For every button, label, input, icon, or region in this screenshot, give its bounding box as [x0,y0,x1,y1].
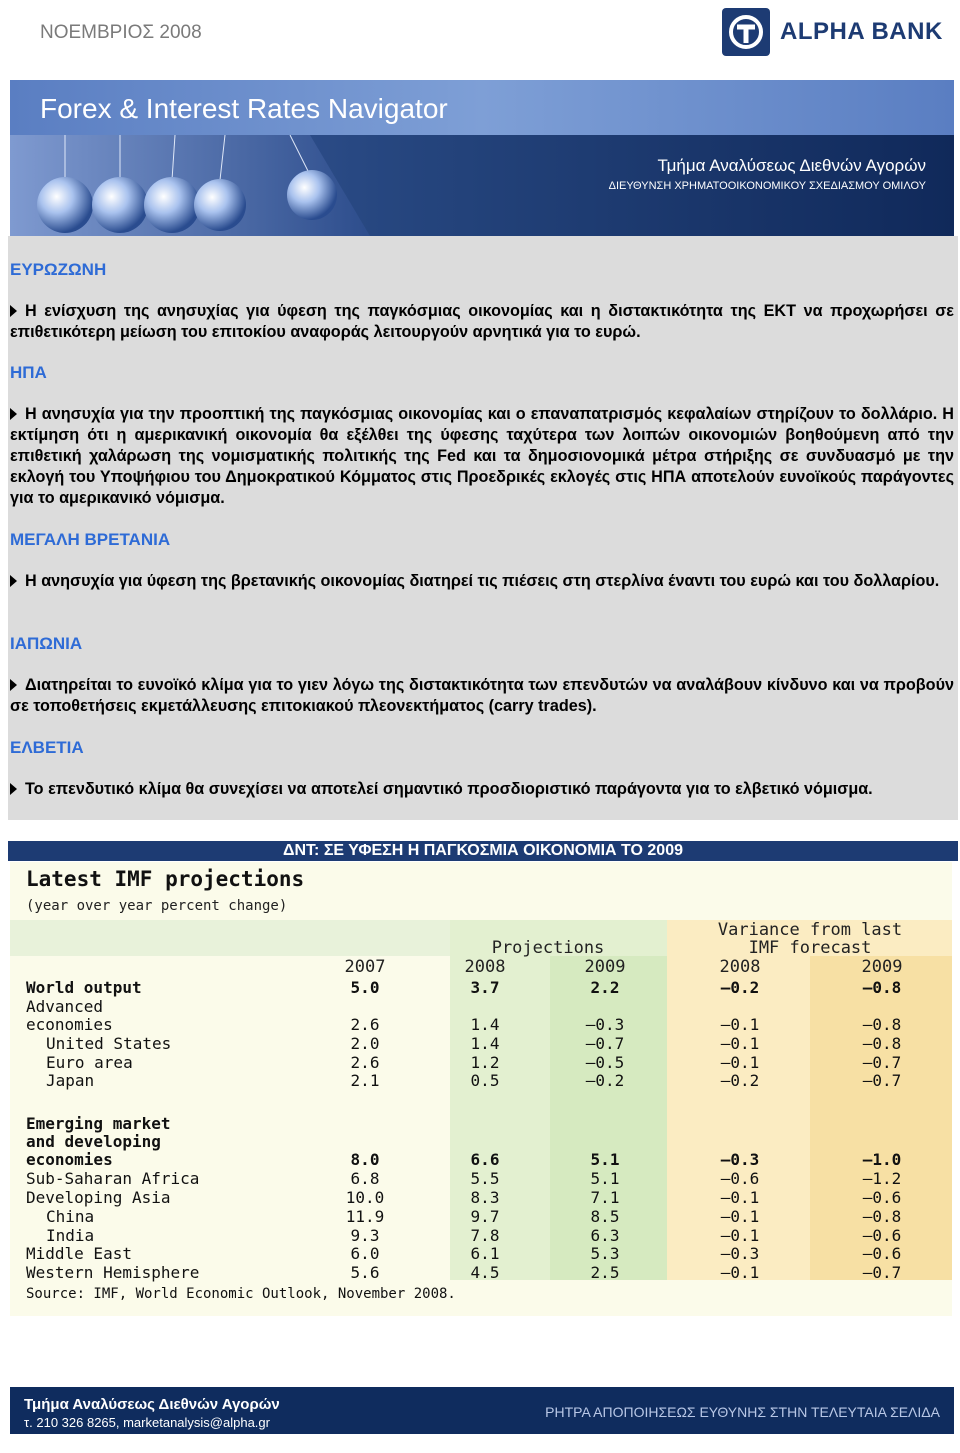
table-value: –0.2 [720,1071,760,1090]
report-banner [10,80,954,236]
report-date: ΝΟΕΜΒΡΙΟΣ 2008 [40,22,202,43]
table-value: –0.6 [720,1169,760,1188]
section-text-switzerland: Το επενδυτικό κλίμα θα συνεχίσει να αποτελεί σημαντικό προσδιοριστικό παράγοντα για το ελβετικό νόμισμα. [10,779,954,800]
row-label: United States [46,1034,172,1053]
table-value: –0.6 [862,1226,902,1245]
table-value: 5.5 [470,1169,500,1188]
section-text-usa: Η ανησυχία για την προοπτική της παγκόσμιας οικονομίας και ο επαναπατρισμός κεφαλαίων στηρίζουν το δολλάριο. Η εκτίμηση ότι η αμερικανική οικονομία θα εξέλθει της ύφεσης ταχύτερα των λοιπών οικονομιών βοηθούμενη από την επιθετική χαλάρωση της νομισματικής πολιτικής της Fed και τα δημοσιονομικά μέτρα στήριξης σε συνδυασμό με την εκλογή του Υποψήφιου του Δημοκρατικού Κόμματος στις Προεδρικές εκλογές στις ΗΠΑ αποτελούν ευνοϊκούς παράγοντες για το αμερικανικό νόμισμα. [10,405,954,507]
table-value: –0.8 [862,978,902,997]
table-value: 10.0 [345,1188,385,1207]
table-value: 6.6 [470,1150,500,1169]
table-value: 6.0 [350,1244,380,1263]
table-value: 5.1 [590,1150,620,1169]
table-value: –0.1 [720,1188,760,1207]
table-value: –0.6 [862,1188,902,1207]
column-header: 2009 [861,957,903,977]
projections-label: Projections [491,938,605,958]
column-header: 2007 [344,957,386,977]
row-label: Advanced [26,997,104,1016]
row-label: Emerging market [26,1114,171,1133]
table-value: –1.0 [862,1150,902,1169]
section-heading-eurozone: ΕΥΡΩΖΩΝΗ [10,260,107,279]
row-label: China [46,1207,95,1226]
table-value: 11.9 [345,1207,385,1226]
table-value: –0.3 [585,1015,625,1034]
table-value: –0.6 [862,1244,902,1263]
table-value: –0.1 [720,1207,760,1226]
table-value: 7.1 [590,1188,620,1207]
report-title: Forex & Interest Rates Navigator [40,93,448,124]
table-value: 1.2 [470,1053,500,1072]
table-value: 5.6 [350,1263,380,1282]
row-label: Developing Asia [26,1188,171,1207]
row-label: Sub-Saharan Africa [26,1169,200,1188]
column-header: 2009 [584,957,626,977]
alpha-bank-logo [722,8,943,56]
table-value: 2.6 [350,1015,380,1034]
table-value: –0.1 [720,1053,760,1072]
imf-table-subtitle: (year over year percent change) [26,898,288,914]
table-value: –0.7 [585,1034,625,1053]
row-label: India [46,1226,95,1245]
table-value: –0.1 [720,1263,760,1282]
imf-table-title: Latest IMF projections [26,867,305,891]
imf-headline: ΔΝΤ: ΣΕ ΥΦΕΣΗ Η ΠΑΓΚΟΣΜΙΑ ΟΙΚΟΝΟΜΙΑ ΤΟ 2009 [8,841,958,861]
table-value: 5.0 [350,978,380,997]
section-heading-japan: ΙΑΠΩΝΙΑ [10,634,83,653]
banner-title-bar [10,80,954,135]
imf-projections-table [10,862,952,1316]
bullet-arrow-icon [10,783,17,795]
table-value: 5.3 [590,1244,620,1263]
table-value: 8.0 [350,1150,380,1169]
table-value: –0.7 [862,1053,902,1072]
section-heading-usa: ΗΠΑ [10,363,47,382]
imf-table-graphic [10,862,952,1316]
division-name: ΔΙΕΥΘΥΝΣΗ ΧΡΗΜΑΤΟΟΙΚΟΝΟΜΙΚΟΥ ΣΧΕΔΙΑΣΜΟΥ ΟΜΙΛΟΥ [608,180,926,192]
row-label: Japan [46,1071,95,1090]
table-value: 4.5 [470,1263,500,1282]
table-value: –0.7 [862,1071,902,1090]
section-text-eurozone: Η ενίσχυση της ανησυχίας για ύφεση της παγκόσμιας οικονομίας και η διστακτικότητα της ΕΚΤ να προχωρήσει σε επιθετικότερη μείωση του επιτοκίου αναφοράς λειτουργούν αρνητικά για το ευρώ. [10,302,954,341]
table-value: –0.7 [862,1263,902,1282]
table-value: –0.1 [720,1034,760,1053]
table-value: 2.1 [350,1071,380,1090]
section-text-japan: Διατηρείται το ευνοϊκό κλίμα για το γιεν λόγω της διστακτικότητα των επενδυτών να αναλάβουν κίνδυνο και να προβούν σε τοποθετήσεις εκμετάλλευσης επιτοκιακού πλεονεκτήματος (carry trades). [10,676,954,715]
page-footer [10,1387,954,1434]
section-heading-uk: ΜΕΓΑΛΗ ΒΡΕΤΑΝΙΑ [10,530,171,549]
table-value: –0.1 [720,1015,760,1034]
table-value: –0.3 [720,1244,760,1263]
bullet-arrow-icon [10,305,17,317]
bullet-arrow-icon [10,575,17,587]
bullet-arrow-icon [10,408,17,420]
department-name: Τμήμα Αναλύσεως Διεθνών Αγορών [657,156,926,175]
footer-disclaimer: ΡΗΤΡΑ ΑΠΟΠΟΙΗΣΕΩΣ ΕΥΘΥΝΗΣ ΣΤΗΝ ΤΕΛΕΥΤΑΙΑ ΣΕΛΙΔΑ [545,1404,940,1420]
bullet-arrow-icon [10,679,17,691]
table-value: 8.5 [590,1207,620,1226]
table-value: –0.8 [862,1207,902,1226]
table-value: –0.3 [720,1150,760,1169]
section-heading-switzerland: ΕΛΒΕΤΙΑ [10,738,84,757]
table-value: 6.3 [590,1226,620,1245]
table-value: –0.5 [585,1053,625,1072]
row-label: and developing [26,1132,161,1151]
variance-label: IMF forecast [748,938,872,958]
row-label: Western Hemisphere [26,1263,200,1282]
table-value: 9.7 [470,1207,500,1226]
row-label: World output [26,978,142,997]
table-value: 2.0 [350,1034,380,1053]
table-value: 2.2 [590,978,620,997]
table-value: 6.1 [470,1244,500,1263]
table-value: –0.1 [720,1226,760,1245]
section-text-uk: Η ανησυχία για ύφεση της βρετανικής οικονομίας διατηρεί τις πιέσεις στη στερλίνα έναντι του ευρώ και του δολλαρίου. [10,571,954,592]
table-value: –0.8 [862,1015,902,1034]
row-label: economies [26,1150,113,1169]
table-value: 5.1 [590,1169,620,1188]
variance-label: Variance from last [717,920,903,940]
newton-cradle-graphic [10,135,390,236]
table-value: –0.2 [720,978,760,997]
table-value: –1.2 [862,1169,902,1188]
row-label: economies [26,1015,113,1034]
alpha-logo-icon [722,8,770,56]
table-value: –0.8 [862,1034,902,1053]
table-value: 0.5 [470,1071,500,1090]
table-value: 8.3 [470,1188,500,1207]
row-label: Euro area [46,1053,133,1072]
table-value: 3.7 [470,978,500,997]
table-source-note: Source: IMF, World Economic Outlook, November 2008. [26,1286,456,1302]
table-value: 6.8 [350,1169,380,1188]
column-header: 2008 [719,957,761,977]
row-label: Middle East [26,1244,132,1263]
table-value: –0.2 [585,1071,625,1090]
table-value: 2.6 [350,1053,380,1072]
table-value: 1.4 [470,1034,500,1053]
table-value: 9.3 [350,1226,380,1245]
table-value: 7.8 [470,1226,500,1245]
bank-name: ALPHA BANK [780,18,943,45]
column-header: 2008 [464,957,506,977]
footer-contact: τ. 210 326 8265, marketanalysis@alpha.gr [24,1415,270,1430]
market-commentary [8,236,958,820]
table-value: 2.5 [590,1263,620,1282]
footer-department: Τμήμα Αναλύσεως Διεθνών Αγορών [24,1396,280,1413]
table-value: 1.4 [470,1015,500,1034]
